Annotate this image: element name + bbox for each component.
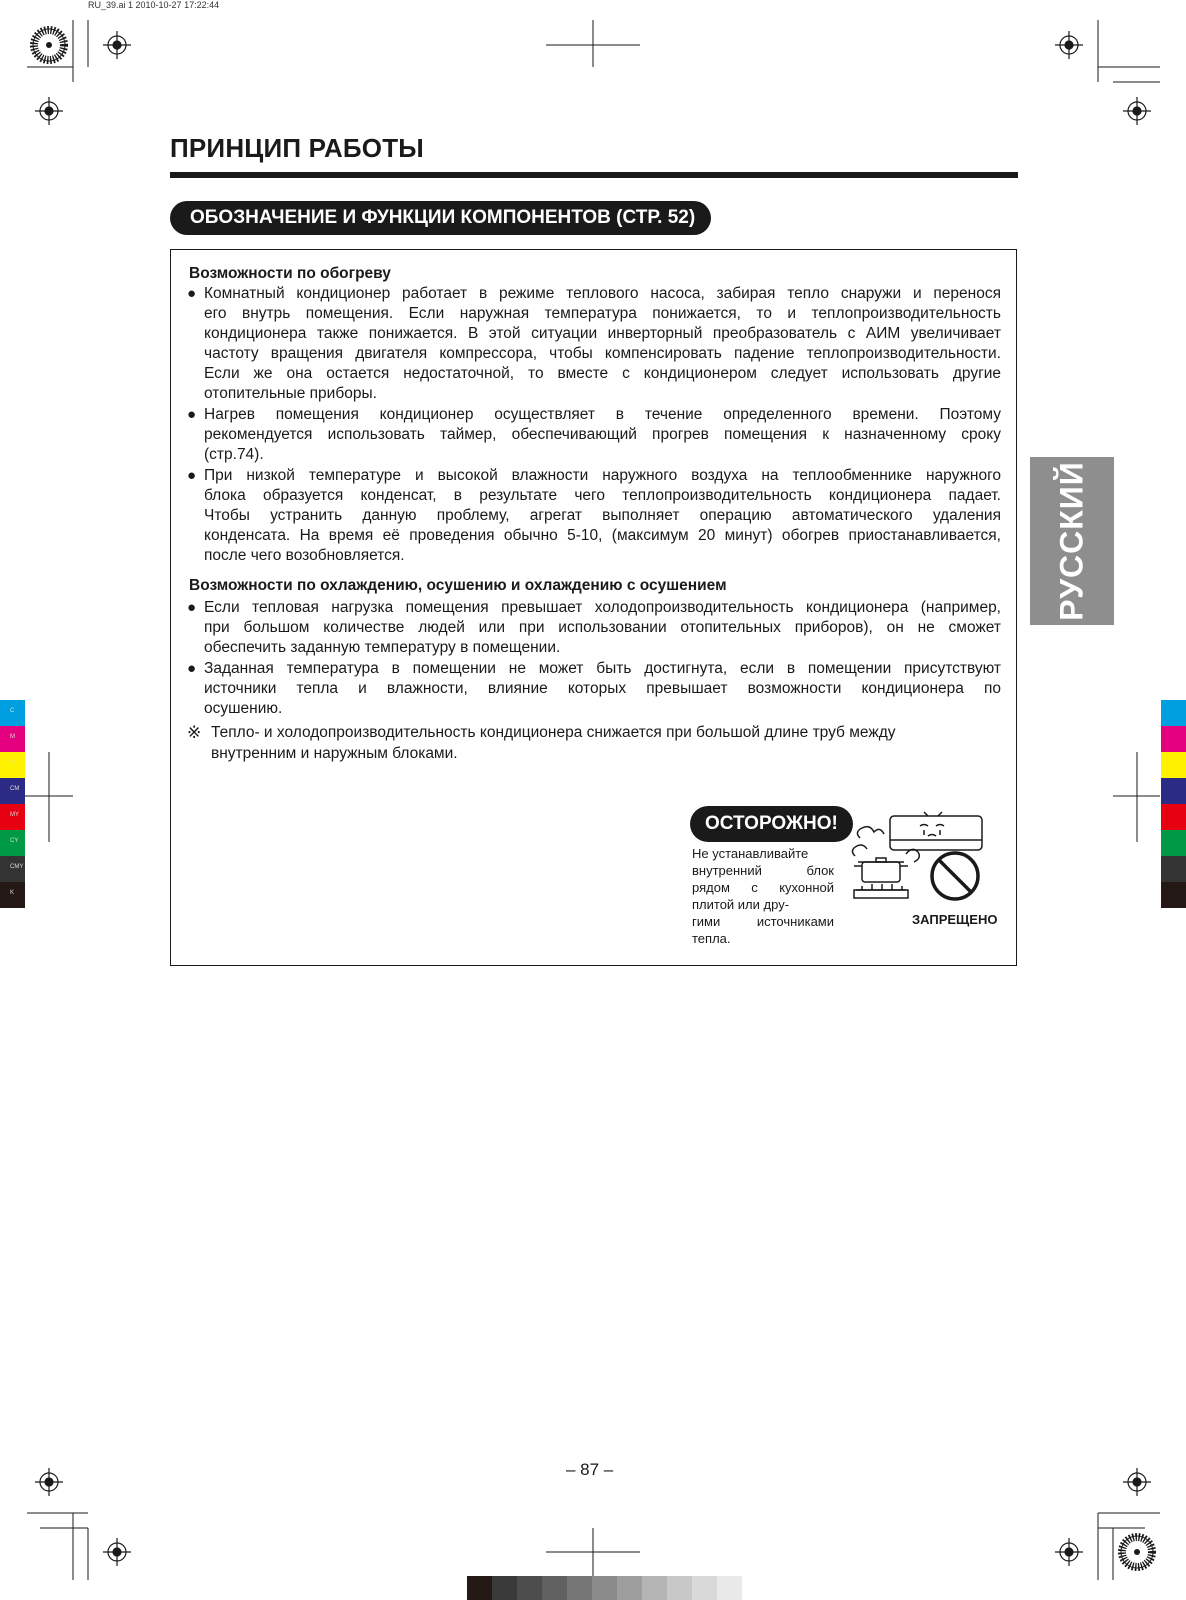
title-rule: [170, 172, 1018, 178]
file-meta: RU_39.ai 1 2010-10-27 17:22:44: [88, 0, 220, 10]
cooling-line: при большом количестве людей или при использовании отопительных приборов), он не сможет: [204, 619, 1001, 636]
color-swatch: [0, 778, 25, 804]
cooling-line: Если тепловая нагрузка помещения превышает холодопроизводительность кондиционера (например,: [204, 599, 1001, 616]
color-swatch: [0, 804, 25, 830]
color-swatch-label: CMY: [10, 864, 24, 870]
heating-line: (стр.74).: [204, 446, 264, 463]
color-swatch-label: Y: [10, 760, 15, 766]
gray-swatch: [717, 1576, 742, 1600]
gray-swatch: [692, 1576, 717, 1600]
bullet-icon: ●: [187, 660, 197, 677]
color-swatch: [1161, 752, 1186, 778]
heating-line: конденсата. На время её проведения обычно 5-10, (максимум 20 минут) обогрев приостанавливается,: [204, 527, 1001, 544]
page-title: ПРИНЦИП РАБОТЫ: [170, 133, 424, 163]
color-swatch-label: MY: [10, 812, 19, 818]
stove-under-unit-illustration: [850, 808, 990, 908]
caution-line: рядом с кухонной: [692, 880, 834, 895]
caution-line: тепла.: [692, 931, 731, 946]
heating-line: блока образуется конденсат, в результате чего теплопроизводительность кондиционера падает.: [204, 487, 1001, 504]
gray-swatch: [667, 1576, 692, 1600]
heating-line: При низкой температуре и высокой влажности наружного воздуха на теплообменнике наружного: [204, 467, 1001, 484]
gray-swatch: [592, 1576, 617, 1600]
page-number: – 87 –: [566, 1460, 614, 1479]
left-color-bar: [0, 700, 25, 908]
color-swatch: [0, 830, 25, 856]
language-tab-label: РУССКИЙ: [1053, 461, 1090, 621]
caution-line: Не устанавливайте: [692, 846, 809, 861]
color-swatch: [1161, 830, 1186, 856]
bullet-icon: ●: [187, 406, 197, 423]
color-swatch: [1161, 700, 1186, 726]
color-swatch: [1161, 882, 1186, 908]
color-swatch-label: C: [10, 708, 15, 714]
color-swatch: [0, 726, 25, 752]
section-title: ОБОЗНАЧЕНИЕ И ФУНКЦИИ КОМПОНЕНТОВ (СТР. 52): [170, 201, 711, 235]
bullet-icon: ●: [187, 467, 197, 484]
color-swatch: [0, 856, 25, 882]
right-color-bar: [1161, 700, 1186, 908]
gray-swatch: [617, 1576, 642, 1600]
prohibited-icon: [932, 853, 978, 899]
cooling-heading: Возможности по охлаждению, осушению и охлаждению с осушением: [189, 577, 727, 594]
heating-line: его внутрь помещения. Если наружная температура понижается, то и теплопроизводительность: [204, 305, 1001, 322]
heating-line: Комнатный кондиционер работает в режиме теплового насоса, забирая тепло снаружи и переноcя: [204, 285, 1001, 302]
note-line: внутренним и наружным блоками.: [211, 745, 458, 762]
heating-line: Если же она остается недостаточной, то вместе с кондиционером следует использовать другие: [204, 365, 1001, 382]
heating-line: частоту вращения двигателя компрессора, чтобы компенсировать падение теплопроизводительности.: [204, 345, 1001, 362]
color-swatch-label: K: [10, 890, 15, 896]
gray-swatch: [567, 1576, 592, 1600]
heating-line: рекомендуется использовать таймер, обеспечивающий прогрев помещения к назначенному сроку: [204, 426, 1001, 443]
color-swatch: [0, 752, 25, 778]
heating-line: кондиционера также понижается. В этой ситуации инверторный преобразователь с АИМ увеличивает: [204, 325, 1001, 342]
color-swatch: [1161, 804, 1186, 830]
heating-line: Нагрев помещения кондиционер осуществляет в течение определенного времени. Поэтому: [204, 406, 1001, 423]
note-symbol: ※: [187, 723, 202, 742]
cooling-line: Заданная температура в помещении не может быть достигнута, если в помещении присутствуют: [204, 660, 1001, 677]
heating-line: после чего возобновляется.: [204, 547, 405, 564]
bullet-icon: ●: [187, 285, 197, 302]
color-swatch: [0, 882, 25, 908]
gray-scale-strip: [467, 1576, 742, 1600]
language-tab: [1030, 457, 1114, 625]
heating-line: Чтобы устранить данную проблему, агрегат выполняет операцию автоматического удаления: [204, 507, 1001, 524]
forbidden-label: ЗАПРЕЩЕНО: [912, 912, 998, 927]
gray-swatch: [492, 1576, 517, 1600]
gray-swatch: [517, 1576, 542, 1600]
cooling-line: обеспечить заданную температуру в помещении.: [204, 639, 561, 656]
caution-line: плитой или дру-: [692, 897, 790, 912]
note-line: Тепло- и холодопроизводительность кондиционера снижается при большой длине труб между: [211, 724, 896, 741]
caution-line: внутренний блок: [692, 863, 834, 878]
heating-line: отопительные приборы.: [204, 385, 377, 402]
caution-line: гими источниками: [692, 914, 834, 929]
color-swatch: [1161, 778, 1186, 804]
color-swatch-label: M: [10, 734, 15, 740]
color-swatch: [0, 700, 25, 726]
color-swatch-label: CM: [10, 786, 20, 792]
color-swatch: [1161, 856, 1186, 882]
color-swatch: [1161, 726, 1186, 752]
cooling-line: осушению.: [204, 700, 283, 717]
heating-heading: Возможности по обогреву: [189, 265, 391, 282]
gray-swatch: [542, 1576, 567, 1600]
color-swatch-label: CY: [10, 838, 19, 844]
gray-swatch: [467, 1576, 492, 1600]
cooling-line: источники тепла и влажности, влияние которых превышает возможности кондиционера по: [204, 680, 1001, 697]
bullet-icon: ●: [187, 599, 197, 616]
gray-swatch: [642, 1576, 667, 1600]
caution-label: ОСТОРОЖНО!: [690, 806, 853, 842]
